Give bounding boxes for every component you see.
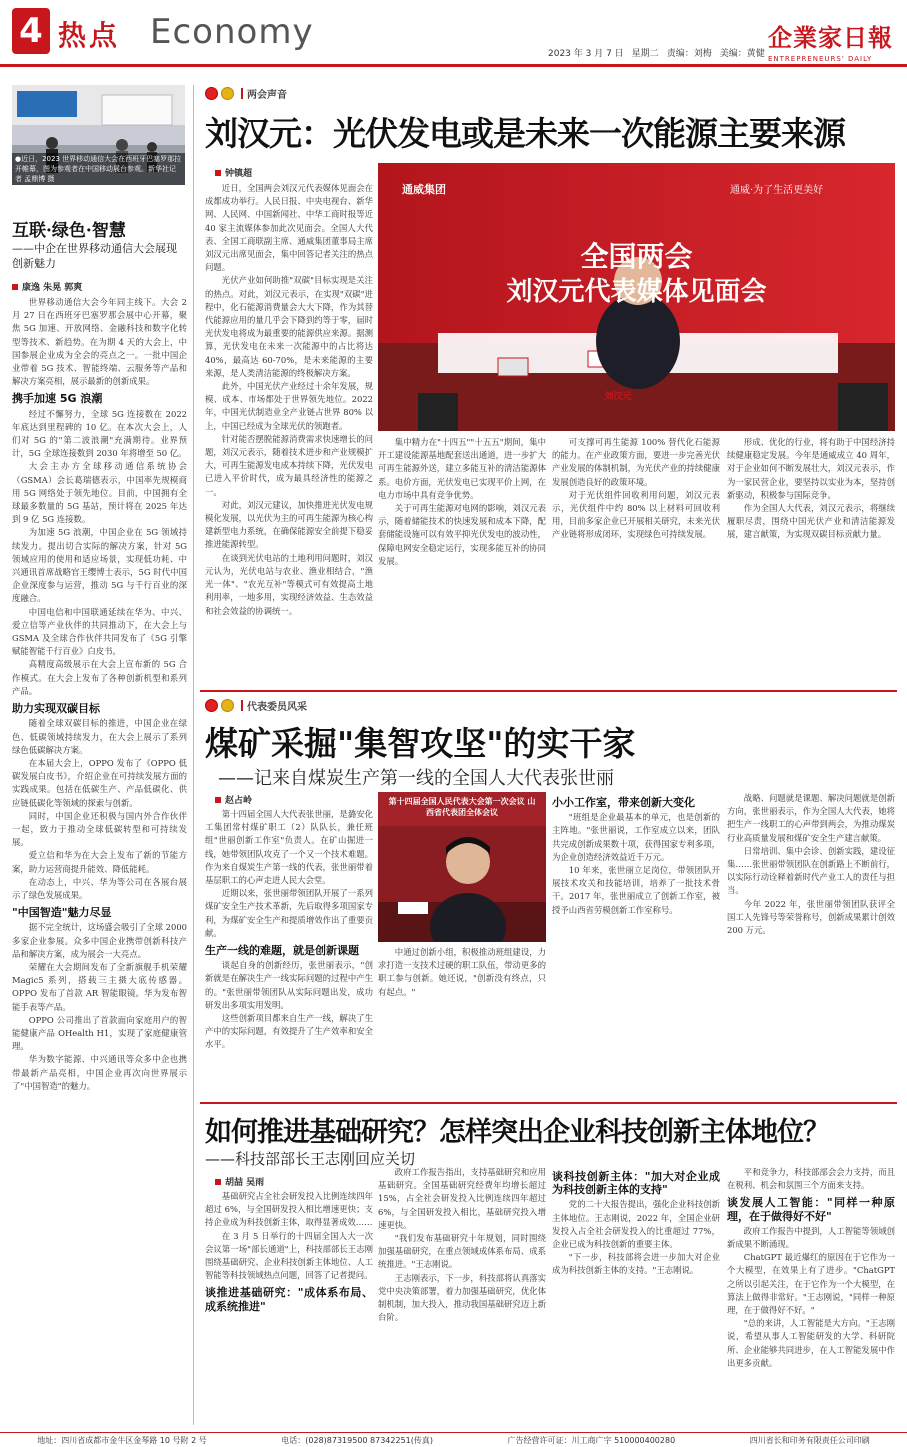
story1-tag-label: 两会声音	[247, 90, 287, 101]
story1-para: 近日，全国两会刘汉元代表媒体见面会在成都成功举行。人民日报、中央电视台、新华网、人民网、中国新闻社、中华工商时报等近 40 家主流媒体参加此次见面会。全国人大代表、全国工商联副主席、通威集团董事局主席刘汉元出席见面会，集中回答记者关注的热点问题。	[205, 183, 373, 273]
story1-para: 光伏产业如何助推"双碳"目标实现是关注的热点。对此，刘汉元表示，在实现"双碳"进程中，化石能源消费量会大大下降，作为其替代能源应用的量几乎会下降到约等于零，届时光伏发电将成为最重要的能源供应来源。据测算，光伏发电在未来一次能源中的占比将达 40%，最高达 60-70%，是未来能源的主要来源，是人类清洁能源的终极解决方案。	[205, 275, 373, 378]
story1-title: 刘汉元：光伏发电或是未来一次能源主要来源	[205, 114, 845, 153]
paper-logo	[768, 18, 896, 63]
story2-para: 中通过创新小组，积极推动班组建设，力求打造一支技术过硬的职工队伍，带动更多的职工参与创新。她还说，"创新没有终点，只有起点。"	[378, 947, 546, 997]
left-para: 在动态上，中兴、华为等公司在各展台展示了绿色发展成果。	[12, 876, 187, 900]
story2-para: 10 年来，张世丽立足岗位，带领团队开展技术攻关和技能培训，培养了一批技术骨干。2017 年，张世丽成立了创新工作室，被授予山西省劳模创新工作室称号。	[552, 865, 720, 915]
left-para: 经过不懈努力，全球 5G 连接数在 2022 年底达到里程碑的 10 亿。在本次大会上，人们对 5G 的"第二波浪潮"充满期待。业界预计，5G 全球连接数到 2030 年将增至 50 亿。	[12, 408, 187, 459]
paper-logo-cn: 企業家日報	[768, 23, 893, 52]
story3-para: 政府工作报告指出，支持基础研究和应用基础研究。全国基础研究经费年均增长超过 15%，占全社会研发投入比例连续四年超过 6%，与全国研发投入相比，基础研究投入增速更快。	[378, 1167, 546, 1230]
story1-para: 作为全国人大代表，刘汉元表示，将继续履职尽责，围绕中国光伏产业和清洁能源发展，建言献策，为实现双碳目标贡献力量。	[727, 503, 895, 540]
story3-para: "我们发布基础研究十年规划，同时围绕加强基础研究，在重点领域成体系布局、成系统推进。"王志刚说。	[378, 1233, 546, 1270]
editor: 责编：刘梅	[666, 49, 712, 59]
photo-caption: ●近日，2023 世界移动通信大会在西班牙巴塞罗那拉开帷幕，图为参观者在中国移动展台参观。新华社记者 孟鼎博 摄	[12, 153, 185, 185]
left-para: 同时，中国企业还积极与国内外合作伙伴一起，致力于推动全球低碳转型和可持续发展。	[12, 810, 187, 848]
left-para: OPPO 公司推出了首款面向家庭用户的智能健康产品 OHealth H1，实现了家庭健康管理。	[12, 1014, 187, 1052]
story1-col3	[552, 436, 720, 686]
story3-col3	[552, 1166, 720, 1430]
footer-printer: 四川省长和印务有限责任公司印刷	[749, 1435, 870, 1445]
story3-subhead-a: 谈推进基础研究："成体系布局、成系统推进"	[205, 1286, 373, 1313]
designer: 美编：黄健	[719, 49, 765, 59]
story-separator	[200, 690, 897, 692]
story1-para: 在谈到光伏电站的土地利用问题时，刘汉元认为，光伏电站与农业、渔业相结合，"渔光一体"、"农光互补"等模式可有效提高土地利用率，一地多用，实现经济效益、生态效益和社会效益的协调统一。	[205, 552, 373, 616]
left-para: 爱立信和华为在大会上发布了新的节能方案，助力运营商提升能效、降低能耗。	[12, 850, 187, 874]
story2-subhead-b: 小小工作室，带来创新大变化	[552, 796, 695, 809]
issue-weekday: 星期二	[631, 49, 659, 59]
national-emblem-icon	[205, 699, 218, 712]
story1-para: 可支撑可再生能源 100% 替代化石能源的能力。在产业政策方面，要进一步完善光伏产业发展的体制机制，为光伏产业的持续健康发展创造良好的政策环境。	[552, 437, 720, 487]
national-emblem-icon	[205, 87, 218, 100]
story2-col3	[552, 792, 720, 1097]
story2-subhead-a: 生产一线的难题，就是创新课题	[205, 944, 359, 958]
story1-photo	[378, 163, 895, 431]
story1-para: 针对能否摆脱能源消费需求快速增长的问题，刘汉元表示，随着技术进步和产业规模扩大，可再生能源发电成本持续下降，光伏发电已进入平价时代，成为最具经济性的能源之一。	[205, 433, 373, 497]
footer-address: 地址：四川省成都市金牛区金琴路 10 号附 2 号	[37, 1435, 207, 1445]
story2-para: 第十四届全国人大代表张世丽，是潞安化工集团常村煤矿职工（2）队队长，兼任班组"世丽创新工作室"负责人。在矿山掘进一线，她带领团队攻克了一个又一个技术难题。作为来自煤炭生产第一线的代表，张世丽带着基层职工的心声走进人民大会堂。	[205, 809, 373, 886]
story2-tag	[205, 698, 307, 713]
left-subhead-2: 助力实现双碳目标	[12, 702, 100, 716]
story2-col2	[378, 946, 546, 1096]
party-emblem-icon	[221, 699, 234, 712]
story2-title: 煤矿采掘"集智攻坚"的实干家	[205, 724, 636, 763]
issue-date: 2023 年 3 月 7 日	[548, 49, 624, 59]
story3-para: 王志刚表示，下一步，科技部将认真落实党中央决策部署，着力加强基础研究，优化体制机制，加大投入，推动我国基础研究迈上新台阶。	[378, 1272, 546, 1323]
story3-subhead-b: 谈科技创新主体："加大对企业成为科技创新主体的支持"	[552, 1170, 720, 1197]
photo-nameplate: 刘汉元	[604, 392, 632, 402]
column-divider	[193, 85, 194, 1425]
story1-author: 钟镇超	[215, 166, 252, 179]
page-header	[0, 0, 907, 68]
story1-col1	[205, 182, 373, 687]
left-story-authors: 康逸 朱晃 郭爽	[12, 280, 82, 293]
story3-para: 党的二十大报告提出，强化企业科技创新主体地位。王志刚说，2022 年，全国企业研发投入占全社会研发投入的比重超过 77%，企业已成为科技创新的重要主体。	[552, 1199, 720, 1250]
left-subhead-1: 携手加速 5G 浪潮	[12, 392, 103, 406]
left-para: 荣耀在大会期间发布了全新旗舰手机荣耀 Magic5 系列，搭载三主摄大底传感器。OPPO 发布了首款 AR 智能眼镜。华为发布智能手表等产品。	[12, 961, 187, 1012]
story2-para: 战略、问题就是课题、解决问题就是创新方向，张世丽表示，作为全国人大代表，她将把生产一线职工的心声带到两会，为推动煤炭行业高质量发展和煤矿安全生产建言献策。	[727, 793, 895, 843]
story1-col4	[727, 436, 895, 686]
story1-col2	[378, 436, 546, 686]
story3-para: 平和竞争力，科技部部会会力支持，而且在税利、机会和氛围三个方面来支持。	[727, 1167, 895, 1191]
left-para: 随着全球双碳目标的推进，中国企业在绿色、低碳领域持续发力，在大会上展示了系列绿色低碳解决方案。	[12, 718, 187, 755]
photo-banner-sub: 刘汉元代表媒体见面会	[506, 277, 767, 307]
story2-para: 这些创新项目都来自生产一线，解决了生产中的实际问题，有效提升了生产效率和安全水平。	[205, 1013, 373, 1050]
story2-para: 近期以来，张世丽带领团队开展了一系列煤矿安全生产技术革新，先后取得多项国家专利，为煤矿安全生产和提质增效作出了重要贡献。	[205, 888, 373, 938]
story1-para: 关于可再生能源对电网的影响，刘汉元表示，随着储能技术的快速发展和成本下降，配套储能设施可以有效平抑光伏发电的波动性，保障电网安全稳定运行，实现多能互补的协同发展。	[378, 503, 546, 566]
left-story-body	[12, 296, 187, 1431]
story2-author: 赵占岭	[215, 793, 252, 806]
left-para: 高精度高级展示在大会上宣布新的 5G 合作模式。在大会上发布了各种创新机型和系列产品。	[12, 659, 187, 696]
photo-slogan: 通威·为了生活更美好	[730, 185, 824, 196]
story2-tag-label: 代表委员风采	[247, 702, 307, 713]
story3-col2	[378, 1166, 546, 1430]
paper-logo-en: ENTREPRENEURS' DAILY	[768, 55, 873, 63]
story3-para: "下一步，科技部将会进一步加大对企业成为科技创新主体的支持。"王志刚说。	[552, 1252, 720, 1276]
story2-subtitle: ——记来自煤炭生产第一线的全国人大代表张世丽	[218, 768, 614, 789]
story3-para: "总的来讲，人工智能是大方向。"王志刚说，希望从事人工智能研发的大学、科研院所、企业能够共同进步，在人工智能发展中作出更多贡献。	[727, 1318, 895, 1368]
header-rule	[0, 64, 907, 67]
footer	[0, 1432, 907, 1447]
story2-para: 谈起自身的创新经历，张世丽表示，"创新就是在解决生产一线实际问题的过程中产生的。"张世丽带领团队从实际问题出发，成功研发出多项实用发明。	[205, 960, 373, 1010]
header-meta	[548, 46, 765, 59]
story1-para: 形成、优化的行业，将有助于中国经济持续健康稳定发展。今年是通威成立 40 周年，对于企业如何不断发展壮大，刘汉元表示，作为一家民营企业，要坚持以实业为本，坚持创新驱动，积极参与国际竞争。	[727, 437, 895, 500]
left-para: 世界移动通信大会今年同主线下。大会 2 月 27 日在西班牙巴塞罗那会展中心开幕，聚焦 5G 加速、开放网络、金融科技和数字化转型等技术、新趋势。在为期 4 天的大会上，中国参展企业成为全会的亮点之一。一批中国企业带着 5G 技术、智能终端、云服务等产品和解决方案亮相，展示最新的创新成果。	[12, 297, 187, 387]
story2-para: 日常培训、集中会诊、创新实践，建设征集……张世丽带领团队在创新路上不断前行，以实际行动诠释着新时代产业工人的责任与担当。	[727, 845, 895, 896]
photo-company: 通威集团	[402, 183, 446, 196]
story3-para: 政府工作报告中提到，人工智能等领域创新成果不断涌现。	[727, 1225, 895, 1250]
left-story-subtitle: ——中企在世界移动通信大会展现创新魅力	[12, 242, 177, 270]
story1-para: 集中精力在"十四五""十五五"期间，集中开工建设能源基地配套送出通道，进一步扩大可再生能源外送，建立多能互补的清洁能源体系。电价方面，光伏发电已实现平价上网，在电力市场中具有竞争优势。	[378, 437, 546, 500]
story1-tag	[205, 86, 287, 101]
party-emblem-icon	[221, 87, 234, 100]
story3-title: 如何推进基础研究？怎样突出企业科技创新主体地位？	[205, 1117, 829, 1148]
story3-authors: 胡喆 吴雨	[215, 1175, 264, 1188]
story3-col4	[727, 1166, 895, 1430]
left-photo	[12, 85, 185, 185]
footer-license: 广告经营许可证：川工商广字 510000400280	[507, 1435, 676, 1445]
story2-photo	[378, 792, 546, 942]
story3-para: ChatGPT 最近爆红的原因在于它作为一个大模型，在效果上有了进步。"ChatGPT 之所以引起关注，在于它作为一个大模型，在算法上做得非常好。"王志刚说，"同样一种原理，在于做得好不好。"	[727, 1252, 895, 1316]
page-number-badge	[12, 8, 50, 54]
left-para: 据不完全统计，这场盛会吸引了全球 2000 多家企业参展。众多中国企业携带创新科技产品和解决方案，成为展会一大亮点。	[12, 922, 187, 959]
left-subhead-3: "中国智造"魅力尽显	[12, 906, 112, 920]
photo-banner: 第十四届全国人民代表大会第一次会议 山西省代表团全体会议	[388, 797, 536, 817]
story3-subhead-c: 谈发展人工智能："同样一种原理，在于做得好不好"	[727, 1196, 895, 1223]
section-name-en: Economy	[150, 12, 314, 52]
photo-banner-title: 全国两会	[580, 240, 693, 273]
story1-para: 对于光伏组件回收利用问题，刘汉元表示，光伏组件中约 80% 以上材料可回收利用，目前多家企业已开展相关研究，未来光伏产业链将形成闭环，实现绿色可持续发展。	[552, 489, 720, 540]
left-para: 华为数字能源、中兴通讯等众多中企也携带最新产品亮相，中国企业再次向世界展示了"中国智造"的魅力。	[12, 1054, 187, 1091]
story2-para: 今年 2022 年，张世丽带领团队获评全国工人先锋号等荣誉称号，创新成果累计创效 200 万元。	[727, 898, 895, 936]
page-number: 4	[19, 11, 43, 51]
story3-para: 在 3 月 5 日举行的十四届全国人大一次会议第一场"部长通道"上，科技部部长王志刚围绕基础研究、企业科技创新主体地位、人工智能等科技领域热点问题，回答了记者提问。	[205, 1230, 373, 1281]
left-para: 在本届大会上，OPPO 发布了《OPPO 低碳发展白皮书》，介绍企业在可持续发展方面的实践成果。包括在低碳生产、产品低碳化、供应链低碳化等领域的探索与创新。	[12, 757, 187, 808]
story1-para: 此外，中国光伏产业经过十余年发展，规模、成本、市场都处于世界领先地位。2022 年，中国光伏制造业全产业链占世界 80% 以上，中国已经成为全球光伏的领跑者。	[205, 381, 373, 431]
story3-subtitle: ——科技部部长王志刚回应关切	[205, 1150, 416, 1168]
left-para: 为加速 5G 浪潮，中国企业在 5G 领域持续发力。提出切合实际的解决方案，针对 5G 领域应用的使用和适应场景，实现低功耗、中兴通讯首席战略官王缨博士表示，5G 时代中国企业深度参与运营，推动 5G 与千行百业的深度融合。	[12, 527, 187, 604]
left-para: 中国电信和中国联通延续在华为、中兴、爱立信等产业伙伴的共同推动下，在大会上与 GSMA 及全球合作伙伴共同发布了《5G 引擎赋能智能千行百业》白皮书。	[12, 606, 187, 657]
section-name-cn: 热点	[58, 19, 121, 52]
story3-col1	[205, 1190, 373, 1430]
story2-col1	[205, 808, 373, 1098]
story-separator	[200, 1102, 897, 1104]
story2-col4	[727, 792, 895, 1097]
left-story-title: 互联·绿色·智慧	[12, 221, 126, 241]
story3-para: 基础研究占全社会研发投入比例连续四年超过 6%，与全国研发投入相比增速更快；支持企业成为科技创新主体，取得显著成效……	[205, 1191, 373, 1228]
left-para: 大会主办方全球移动通信系统协会（GSMA）会长葛瑞德表示，中国率先规模商用 5G 网络处于领先地位。目前，中国拥有全球最多数量的 5G 基站，预计将在 2025 年达到 9 亿 5G 连接数。	[12, 461, 187, 525]
story1-para: 对此，刘汉元建议，加快推进光伏发电规模化发展，以光伏为主的可再生能源为核心构建新型电力系统，在确保能源安全前提下稳妥推进能源转型。	[205, 499, 373, 550]
footer-phone: 电话：(028)87319500 87342251(传真)	[281, 1435, 433, 1445]
story2-para: "班组是企业最基本的单元，也是创新的主阵地。"张世丽说，工作室成立以来，团队共完成创新成果数十项，获得国家专利多项，为企业创造经济效益近千万元。	[552, 812, 720, 862]
